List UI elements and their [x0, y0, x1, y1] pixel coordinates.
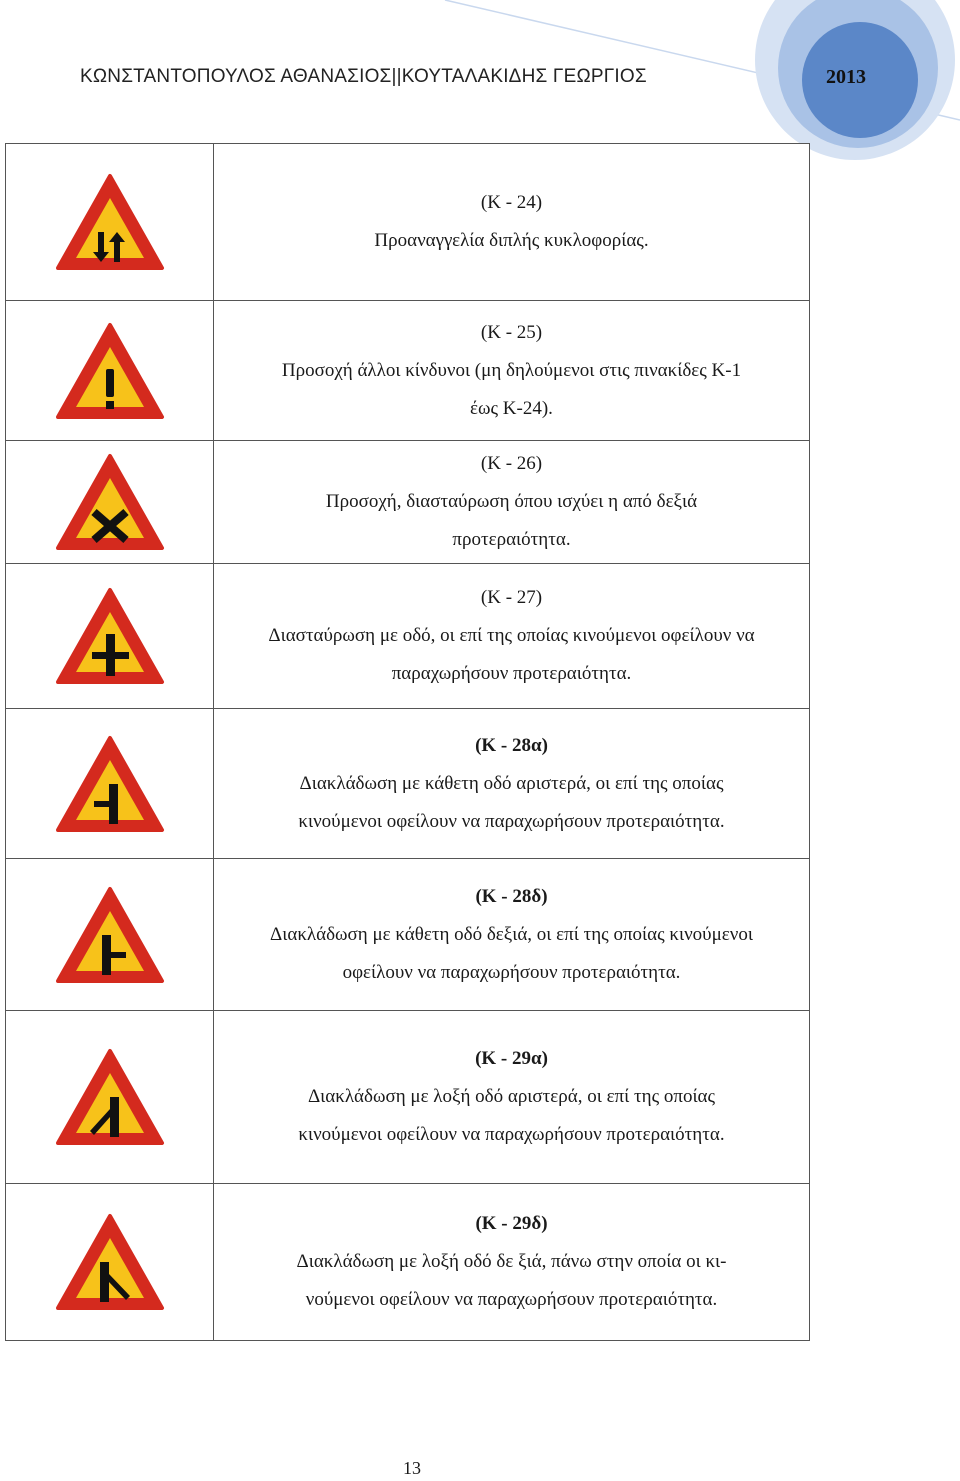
- sign-description-cell: [214, 301, 810, 441]
- table-row: [6, 441, 810, 564]
- sign-icon-cell: [6, 1184, 214, 1341]
- warning-sign: [54, 586, 166, 686]
- warning-sign: [54, 1047, 166, 1147]
- sign-code: (Κ - 29α): [475, 1048, 548, 1069]
- sign-icon-cell: [6, 441, 214, 564]
- sign-code: (Κ - 24): [480, 192, 543, 213]
- sign-description-line: παραχωρήσουν προτεραιότητα.: [391, 663, 632, 684]
- warning-sign: [54, 321, 166, 421]
- sign-description-line: έως Κ-24).: [470, 397, 553, 419]
- sign-code: (Κ - 27): [480, 587, 543, 608]
- sign-description-cell: [214, 144, 810, 301]
- warning-sign: [54, 885, 166, 985]
- sign-code: (Κ - 28δ): [475, 885, 548, 907]
- sign-description-line: κινούμενοι οφείλουν να παραχωρήσουν προτεραιότητα.: [298, 810, 725, 832]
- table-row: [6, 144, 810, 301]
- sign-code: (Κ - 28α): [475, 734, 548, 756]
- sign-description-line: κινούμενοι οφείλουν να παραχωρήσουν προτεραιότητα.: [298, 1124, 725, 1145]
- sign-code: (Κ - 29δ): [475, 1213, 548, 1234]
- sign-description-line: Διακλάδωση με λοξή οδό αριστερά, οι επί της οποίας: [307, 1086, 716, 1107]
- warning-sign: [54, 172, 166, 272]
- sign-icon-cell: [6, 1011, 214, 1184]
- page-number: 13: [403, 1458, 421, 1478]
- table-row: [6, 564, 810, 709]
- sign-description-cell: [214, 709, 810, 859]
- sign-description-line: νούμενοι οφείλουν να παραχωρήσουν προτεραιότητα.: [305, 1289, 718, 1310]
- sign-icon-cell: [6, 301, 214, 441]
- warning-sign: [54, 734, 166, 834]
- sign-icon-cell: [6, 564, 214, 709]
- sign-description-cell: [214, 564, 810, 709]
- sign-icon-cell: [6, 859, 214, 1011]
- sign-description-cell: [214, 1011, 810, 1184]
- table-row: [6, 1011, 810, 1184]
- warning-sign: [54, 452, 166, 552]
- sign-description-line: Διασταύρωση με οδό, οι επί της οποίας κινούμενοι οφείλουν να: [268, 625, 755, 646]
- table-row: [6, 301, 810, 441]
- traffic-sign-table: [5, 143, 810, 1341]
- table-row: [6, 709, 810, 859]
- exclamation-icon: [106, 369, 114, 409]
- header-authors: ΚΩΝΣΤΑΝΤΟΠΟΥΛΟΣ ΑΘΑΝΑΣΙΟΣ||ΚΟΥΤΑΛΑΚΙΔΗΣ ΓΕΩΡΓΙΟΣ: [80, 66, 647, 87]
- table-row: [6, 859, 810, 1011]
- sign-icon-cell: [6, 709, 214, 859]
- warning-sign: [54, 1212, 166, 1312]
- sign-description-line: Προαναγγελία διπλής κυκλοφορίας.: [374, 230, 649, 251]
- header-year: 2013: [826, 66, 866, 88]
- sign-code: (Κ - 26): [480, 453, 543, 474]
- sign-description-line: Διακλάδωση με λοξή οδό δε ξιά, πάνω στην οποία οι κι-: [296, 1251, 727, 1272]
- sign-description-line: οφείλουν να παραχωρήσουν προτεραιότητα.: [342, 961, 681, 983]
- sign-description-line: Προσοχή άλλοι κίνδυνοι (μη δηλούμενοι στις πινακίδες Κ-1: [281, 359, 742, 381]
- sign-description-cell: [214, 1184, 810, 1341]
- sign-icon-cell: [6, 144, 214, 301]
- sign-code: (Κ - 25): [480, 321, 543, 343]
- sign-description-line: Διακλάδωση με κάθετη οδό αριστερά, οι επί της οποίας: [299, 772, 724, 794]
- table-row: [6, 1184, 810, 1341]
- sign-description-cell: [214, 441, 810, 564]
- sign-description-line: Προσοχή, διασταύρωση όπου ισχύει η από δεξιά: [325, 491, 698, 512]
- sign-description-line: Διακλάδωση με κάθετη οδό δεξιά, οι επί της οποίας κινούμενοι: [270, 923, 753, 945]
- sign-description-cell: [214, 859, 810, 1011]
- sign-description-line: προτεραιότητα.: [452, 529, 571, 550]
